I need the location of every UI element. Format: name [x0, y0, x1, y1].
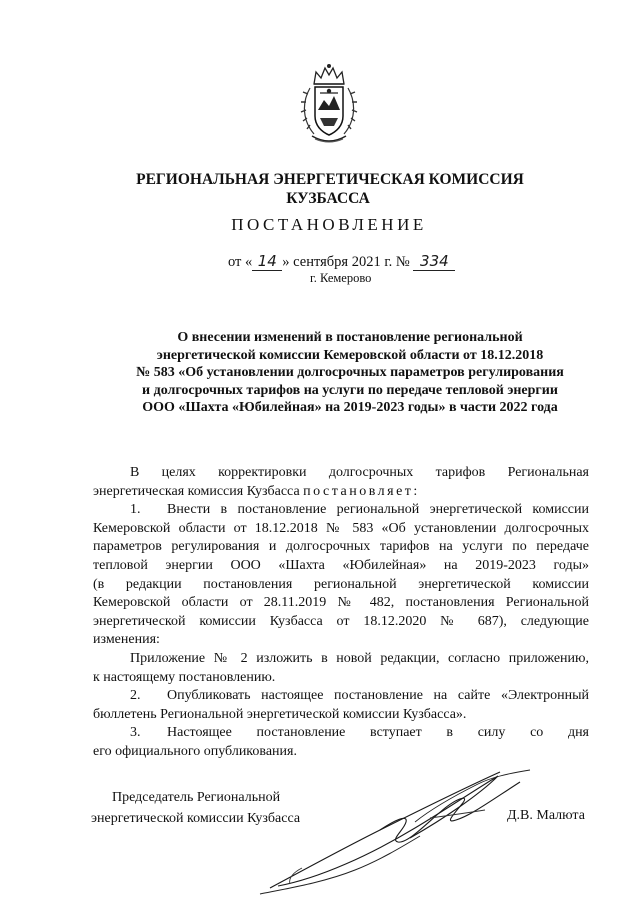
- document-type-heading: ПОСТАНОВЛЕНИЕ: [231, 215, 427, 234]
- paragraph-line: параметров регулирования и долгосрочных тарифов на услуги по передаче: [93, 539, 589, 555]
- city-name: г. Кемерово: [310, 271, 372, 285]
- paragraph-line: (в редакции постановления региональной энергетической комиссии: [93, 576, 589, 592]
- paragraph-text: Настоящее постановление вступает в силу со дня: [167, 725, 589, 741]
- paragraph-line: тепловой энергии ООО «Шахта «Юбилейная» на 2019-2023 годы»: [93, 557, 589, 573]
- document-title: [90, 329, 610, 417]
- paragraph-line: бюллетень Региональной энергетической комиссии Кузбасса».: [93, 706, 467, 722]
- date-prefix: от «: [228, 254, 253, 270]
- paragraph-line: его официального опубликования.: [93, 743, 297, 759]
- paragraph-1-first-line: [93, 501, 589, 520]
- title-line: № 583 «Об установлении долгосрочных параметров регулирования: [136, 365, 564, 381]
- handwritten-signature: [230, 760, 550, 900]
- paragraph-3-first-line: [93, 724, 589, 743]
- paragraph-number: 2.: [130, 688, 141, 704]
- coat-of-arms-emblem: [300, 62, 358, 146]
- title-line: и долгосрочных тарифов на услуги по передаче тепловой энергии: [142, 382, 558, 398]
- resolves-word: постановляет:: [303, 483, 420, 499]
- signatory-name: Д.В. Малюта: [507, 808, 585, 823]
- paragraph-text: Опубликовать настоящее постановление на сайте «Электронный: [167, 688, 589, 704]
- date-day-handwritten: 14: [252, 252, 282, 271]
- intro-text: энергетическая комиссия Кузбасса: [93, 483, 300, 499]
- paragraph-line: Кемеровской области от 18.12.2018 № 583 «Об установлении долгосрочных: [93, 520, 589, 536]
- paragraph-text: Внести в постановление региональной энергетической комиссии: [167, 502, 589, 518]
- paragraph-line: Приложение № 2 изложить в новой редакции, согласно приложению,: [130, 650, 589, 666]
- organization-name-line1: РЕГИОНАЛЬНАЯ ЭНЕРГЕТИЧЕСКАЯ КОМИССИЯ: [136, 171, 524, 188]
- paragraph-number: 1.: [130, 502, 141, 518]
- document-body: [93, 464, 589, 762]
- paragraph-line: к настоящему постановлению.: [93, 669, 276, 685]
- position-line: Председатель Региональной: [112, 790, 281, 805]
- title-line: ООО «Шахта «Юбилейная» на 2019-2023 годы» в части 2022 года: [142, 400, 558, 416]
- paragraph-line: энергетической комиссии Кузбасса от 18.12.2020 № 687), следующие: [93, 613, 589, 629]
- paragraph-2-first-line: [93, 687, 589, 706]
- title-line: О внесении изменений в постановление региональной: [177, 330, 523, 345]
- paragraph-line: Кемеровской области от 28.11.2019 № 482, постановления Региональной: [93, 595, 589, 611]
- intro-line: [93, 483, 589, 502]
- title-line: энергетической комиссии Кемеровской области от 18.12.2018: [156, 347, 544, 363]
- paragraph-line: изменения:: [93, 632, 160, 648]
- organization-name-line2: КУЗБАССА: [286, 190, 370, 207]
- paragraph-number: 3.: [130, 725, 141, 741]
- date-line: [228, 252, 455, 271]
- document-number-handwritten: 334: [413, 252, 455, 271]
- position-line: энергетической комиссии Кузбасса: [91, 811, 301, 826]
- intro-line: В целях корректировки долгосрочных тарифов Региональная: [130, 465, 589, 480]
- date-middle: » сентября 2021 г. №: [282, 254, 410, 270]
